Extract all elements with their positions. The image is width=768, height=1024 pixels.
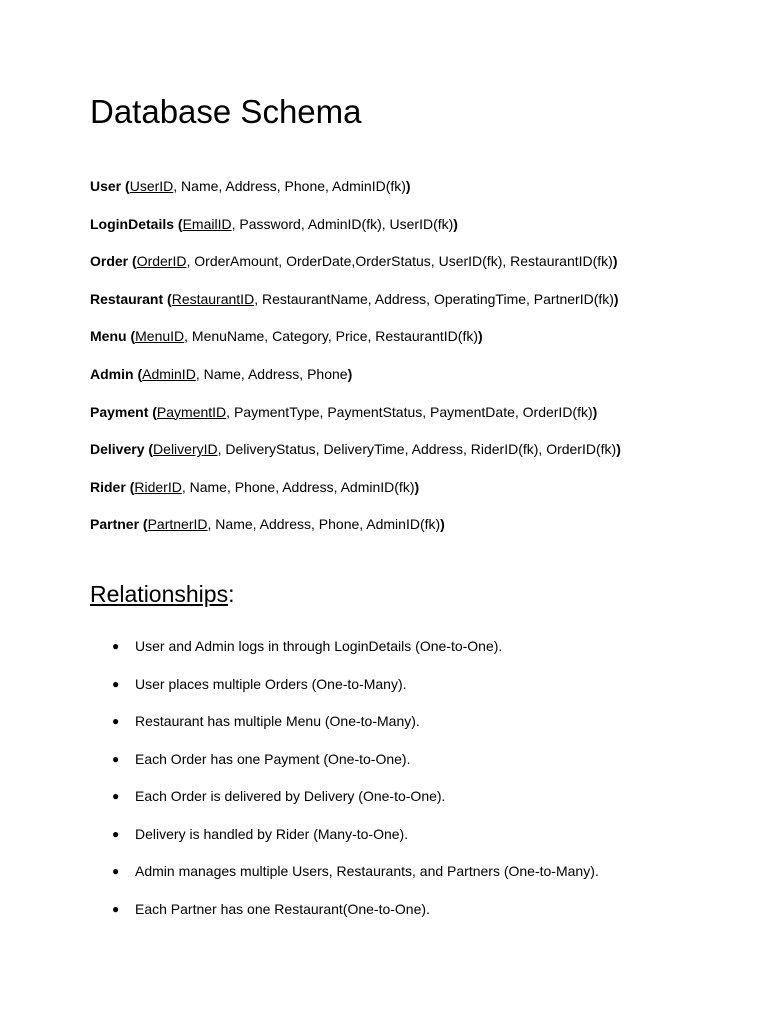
- list-item: [112, 786, 599, 824]
- list-item: [112, 711, 599, 749]
- bullet-icon: ●: [112, 864, 120, 878]
- list-item: [112, 749, 599, 787]
- list-item: [112, 861, 599, 899]
- schema-row-order: Order (OrderID, OrderAmount, OrderDate,OrderStatus, UserID(fk), RestaurantID(fk)): [90, 253, 618, 270]
- bullet-icon: ●: [112, 714, 120, 728]
- document-title: Database Schema: [90, 93, 362, 130]
- primary-key: PaymentID: [156, 403, 227, 420]
- relationship-text: Each Partner has one Restaurant(One-to-One).: [135, 900, 430, 917]
- attribute-list: , Name, Address, Phone, AdminID(fk): [207, 516, 441, 533]
- schema-row-rider: Rider (RiderID, Name, Phone, Address, AdminID(fk)): [90, 478, 420, 495]
- entity-name: Restaurant: [90, 290, 164, 307]
- schema-row-delivery: Delivery (DeliveryID, DeliveryStatus, DeliveryTime, Address, RiderID(fk), OrderID(fk)): [90, 441, 621, 458]
- bullet-icon: ●: [112, 751, 120, 766]
- bullet-icon: ●: [112, 676, 120, 691]
- attribute-list: , Name, Address, Phone, AdminID(fk): [173, 178, 406, 194]
- attribute-list: , MenuName, Category, Price, RestaurantID(fk): [184, 328, 478, 345]
- relationships-heading: [90, 578, 234, 610]
- schema-row-admin: Admin (AdminID, Name, Address, Phone): [90, 365, 353, 382]
- relationship-text: Restaurant has multiple Menu (One-to-Many).: [135, 713, 420, 729]
- schema-row-payment: Payment (PaymentID, PaymentType, PaymentStatus, PaymentDate, OrderID(fk)): [90, 403, 598, 420]
- bullet-icon: ●: [112, 639, 120, 653]
- bullet-icon: ●: [112, 826, 120, 841]
- entity-name: Menu: [90, 328, 127, 345]
- primary-key: DeliveryID: [153, 441, 218, 458]
- attribute-list: , PaymentType, PaymentStatus, PaymentDate, OrderID(fk): [226, 403, 593, 420]
- schema-row-logindetails: LoginDetails (EmailID, Password, AdminID(fk), UserID(fk)): [90, 215, 458, 232]
- entity-name: Partner: [90, 516, 140, 533]
- bullet-icon: ●: [112, 789, 120, 803]
- schema-row-user: User (UserID, Name, Address, Phone, AdminID(fk)): [90, 178, 411, 194]
- relationship-text: User and Admin logs in through LoginDetails (One-to-One).: [135, 638, 503, 654]
- list-item: [112, 674, 599, 712]
- list-item: [112, 899, 599, 937]
- schema-row-menu: Menu (MenuID, MenuName, Category, Price, RestaurantID(fk)): [90, 328, 483, 345]
- entity-name: Delivery: [90, 441, 145, 458]
- relationship-text: Delivery is handled by Rider (Many-to-One).: [135, 825, 409, 842]
- schema-list: [90, 176, 621, 552]
- list-item: [112, 824, 599, 862]
- relationships-list: [112, 636, 599, 936]
- relationship-text: Each Order is delivered by Delivery (One-to-One).: [135, 788, 446, 804]
- relationship-text: Admin manages multiple Users, Restaurants, and Partners (One-to-Many).: [135, 863, 599, 879]
- entity-name: LoginDetails: [90, 215, 175, 232]
- attribute-list: , Name, Address, Phone: [195, 365, 348, 382]
- relationships-heading-colon: :: [228, 581, 235, 607]
- primary-key: PartnerID: [147, 516, 208, 533]
- primary-key: MenuID: [135, 328, 185, 345]
- attribute-list: , RestaurantName, Address, OperatingTime, PartnerID(fk): [254, 290, 614, 307]
- schema-row-partner: Partner (PartnerID, Name, Address, Phone, AdminID(fk)): [90, 516, 445, 533]
- entity-name: Payment: [90, 403, 149, 420]
- relationship-text: Each Order has one Payment (One-to-One).: [135, 750, 411, 767]
- entity-name: Order: [90, 253, 129, 270]
- attribute-list: , DeliveryStatus, DeliveryTime, Address, RiderID(fk), OrderID(fk): [217, 441, 617, 458]
- primary-key: RestaurantID: [171, 290, 255, 307]
- entity-name: Rider: [90, 478, 126, 495]
- entity-name: User: [90, 178, 122, 194]
- attribute-list: , Password, AdminID(fk), UserID(fk): [231, 215, 454, 232]
- entity-name: Admin: [90, 365, 134, 382]
- primary-key: OrderID: [136, 253, 187, 270]
- attribute-list: , OrderAmount, OrderDate,OrderStatus, UserID(fk), RestaurantID(fk): [186, 253, 613, 270]
- attribute-list: , Name, Phone, Address, AdminID(fk): [181, 478, 415, 495]
- relationships-heading-text: Relationships: [90, 581, 229, 607]
- primary-key: UserID: [129, 178, 174, 194]
- primary-key: AdminID: [142, 365, 196, 382]
- primary-key: EmailID: [182, 215, 232, 232]
- primary-key: RiderID: [134, 478, 182, 495]
- schema-row-restaurant: Restaurant (RestaurantID, RestaurantName, Address, OperatingTime, PartnerID(fk)): [90, 290, 619, 307]
- bullet-icon: ●: [112, 901, 120, 916]
- list-item: [112, 636, 599, 674]
- relationship-text: User places multiple Orders (One-to-Many).: [135, 675, 407, 692]
